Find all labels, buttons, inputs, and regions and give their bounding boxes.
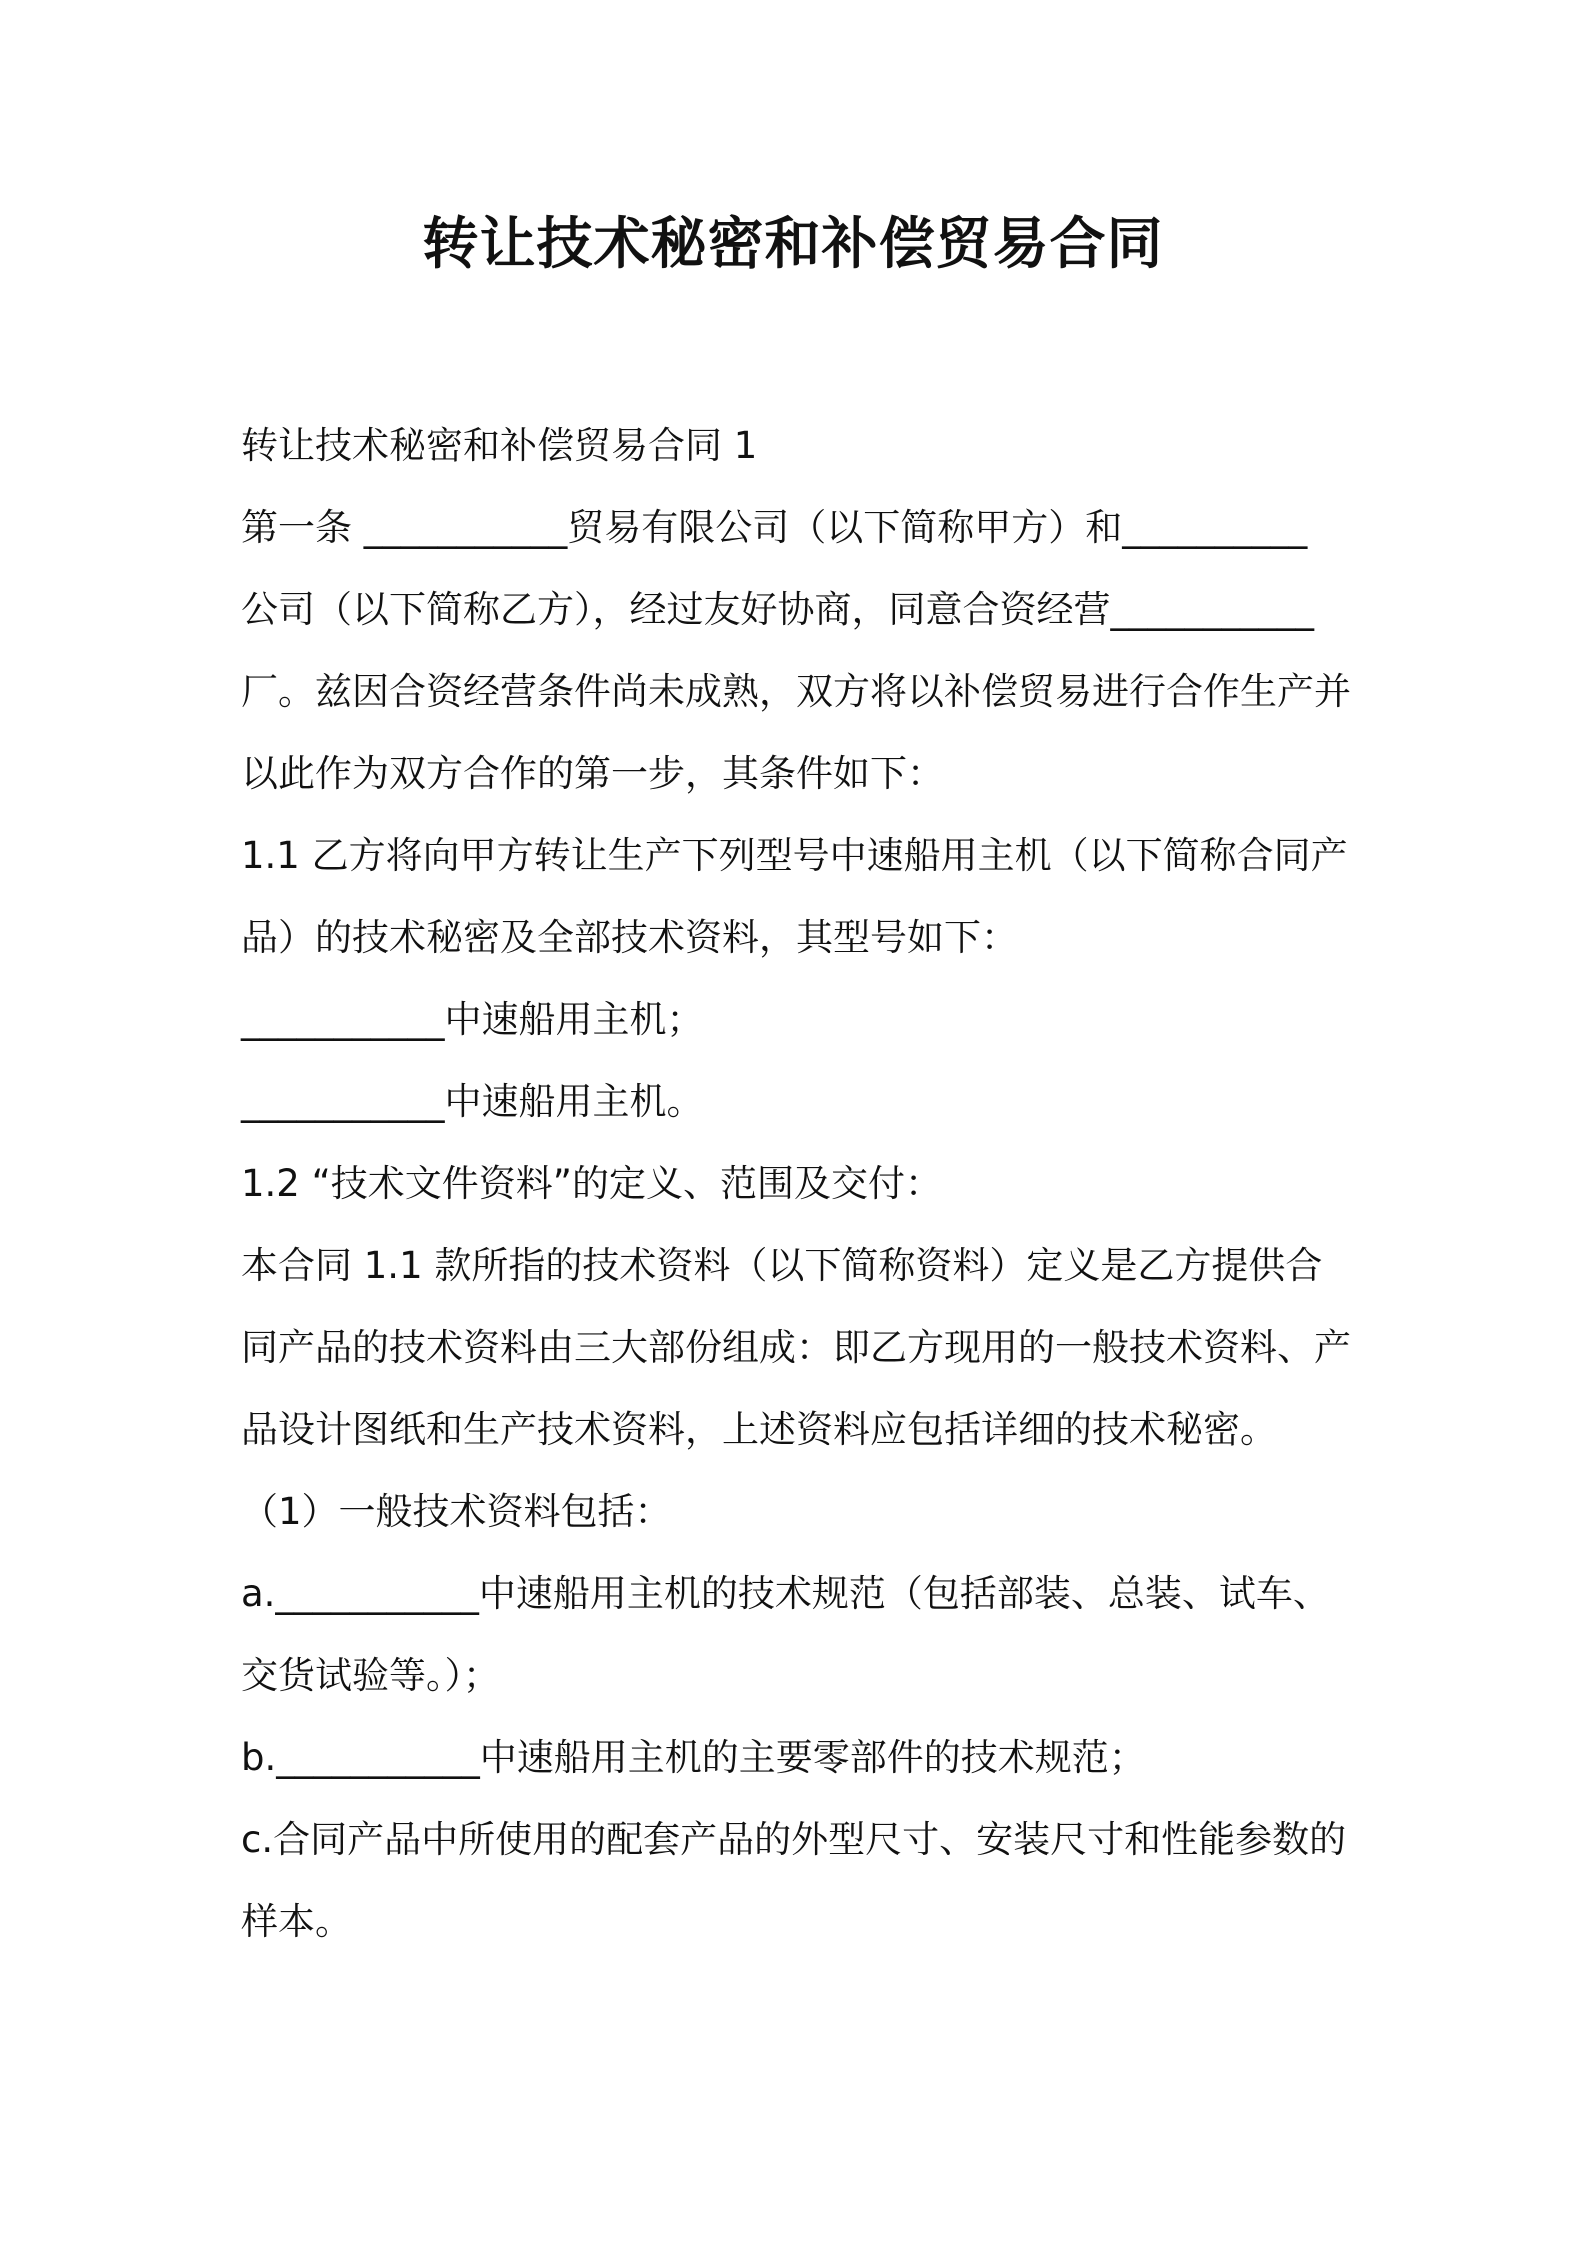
paragraph-line: 1.2 “技术文件资料”的定义、范围及交付：: [241, 1162, 942, 1205]
paragraph-line: ___________中速船用主机。: [241, 1080, 704, 1123]
paragraph-line: 公司（以下简称乙方），经过友好协商，同意合资经营___________: [241, 588, 1314, 631]
paragraph-line: ___________中速船用主机；: [241, 998, 704, 1041]
paragraph-line: 品）的技术秘密及全部技术资料，其型号如下：: [241, 916, 1018, 959]
document-title: 转让技术秘密和补偿贸易合同: [422, 212, 1164, 277]
paragraph-line: 样本。: [241, 1900, 352, 1943]
paragraph-line: c.合同产品中所使用的配套产品的外型尺寸、安装尺寸和性能参数的: [241, 1818, 1347, 1861]
paragraph-line: b.___________中速船用主机的主要零部件的技术规范；: [241, 1736, 1146, 1779]
paragraph-line: 品设计图纸和生产技术资料，上述资料应包括详细的技术秘密。: [241, 1408, 1277, 1451]
section-heading: 转让技术秘密和补偿贸易合同 1: [241, 424, 758, 467]
document-body: [241, 405, 1361, 1963]
paragraph-line: 第一条 ___________贸易有限公司（以下简称甲方）和__________: [241, 506, 1308, 549]
paragraph-line: 交货试验等。）；: [241, 1654, 500, 1697]
paragraph-line: a.___________中速船用主机的技术规范（包括部装、总装、试车、: [241, 1572, 1330, 1615]
paragraph-line: （1）一般技术资料包括：: [241, 1490, 672, 1533]
paragraph-line: 本合同 1.1 款所指的技术资料（以下简称资料）定义是乙方提供合: [241, 1244, 1323, 1287]
paragraph-line: 同产品的技术资料由三大部份组成：即乙方现用的一般技术资料、产: [241, 1326, 1351, 1369]
paragraph-line: 厂。兹因合资经营条件尚未成熟，双方将以补偿贸易进行合作生产并: [241, 670, 1351, 713]
paragraph-line: 1.1 乙方将向甲方转让生产下列型号中速船用主机（以下简称合同产: [241, 834, 1348, 877]
paragraph-line: 以此作为双方合作的第一步，其条件如下：: [241, 752, 944, 795]
